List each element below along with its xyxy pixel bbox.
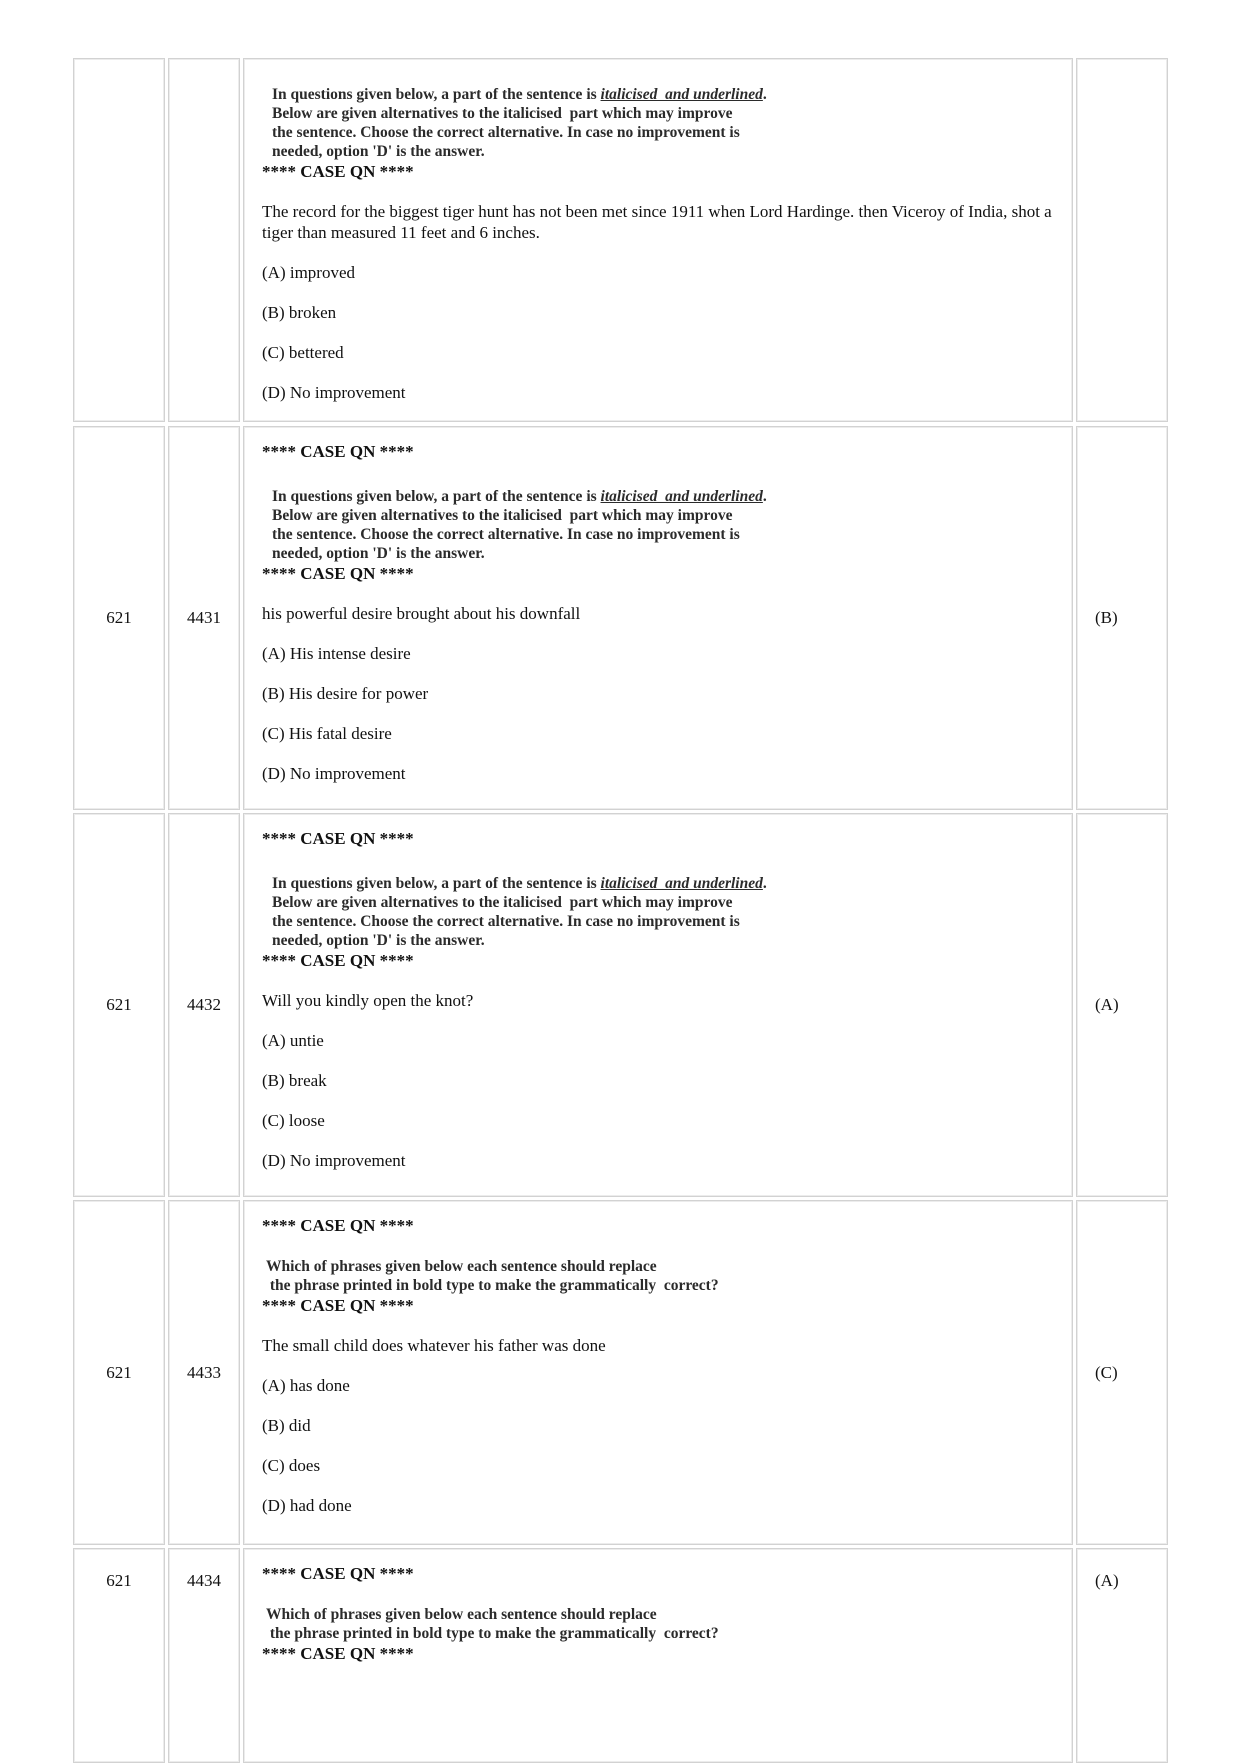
option-d: (D) No improvement [262,764,406,783]
option-a: (A) improved [262,263,356,282]
case-marker: **** CASE QN **** [262,442,414,461]
case-marker: **** CASE QN **** [262,1564,414,1583]
instruction-block: In questions given below, a part of the sentence is italicised and underlined. Below are given alternatives to the italicised part which may improve the sentence. Choose the correct alternative. In case no improvement is needed, option 'D' is the answer. [272,86,767,160]
row2-col2: 4432 [168,813,240,1197]
option-c: (C) His fatal desire [262,724,392,743]
case-marker: **** CASE QN **** [262,564,414,583]
row2-col1: 621 [73,813,165,1197]
row2-answer: (A) [1076,813,1168,1197]
row4-question-cell [243,1548,1073,1763]
option-a: (A) has done [262,1376,350,1395]
option-c: (C) loose [262,1111,325,1130]
row2-question-cell [243,813,1073,1197]
option-b: (B) broken [262,303,337,322]
case-marker: **** CASE QN **** [262,1296,414,1315]
row1-col2: 4431 [168,426,240,810]
row1-answer: (B) [1076,426,1168,810]
instruction-block: Which of phrases given below each sentence should replace the phrase printed in bold type to make the grammatically correct? [266,1606,719,1642]
row1-question-cell [243,426,1073,810]
question-text: The small child does whatever his father was done [262,1336,606,1355]
case-marker: **** CASE QN **** [262,829,414,848]
option-c: (C) bettered [262,343,344,362]
row0-answer [1076,58,1168,422]
row3-question-cell [243,1200,1073,1545]
row3-col1: 621 [73,1200,165,1545]
question-text: Will you kindly open the knot? [262,991,474,1010]
option-c: (C) does [262,1456,321,1475]
case-marker: **** CASE QN **** [262,1216,414,1235]
row1-col1: 621 [73,426,165,810]
option-b: (B) break [262,1071,327,1090]
case-marker: **** CASE QN **** [262,1644,414,1663]
option-a: (A) untie [262,1031,324,1050]
option-d: (D) No improvement [262,383,406,402]
row0-question-cell [243,58,1073,422]
option-a: (A) His intense desire [262,644,411,663]
instruction-block: Which of phrases given below each sentence should replace the phrase printed in bold type to make the grammatically correct? [266,1258,719,1294]
case-marker: **** CASE QN **** [262,951,414,970]
option-d: (D) No improvement [262,1151,406,1170]
row4-col2: 4434 [168,1548,240,1763]
instruction-block: In questions given below, a part of the sentence is italicised and underlined. Below are given alternatives to the italicised part which may improve the sentence. Choose the correct alternative. In case no improvement is needed, option 'D' is the answer. [272,488,767,562]
row3-answer: (C) [1076,1200,1168,1545]
row4-col1: 621 [73,1548,165,1763]
row0-col1 [73,58,165,422]
row3-col2: 4433 [168,1200,240,1545]
row4-answer: (A) [1076,1548,1168,1763]
option-b: (B) His desire for power [262,684,429,703]
case-marker: **** CASE QN **** [262,162,414,181]
instruction-block: In questions given below, a part of the sentence is italicised and underlined. Below are given alternatives to the italicised part which may improve the sentence. Choose the correct alternative. In case no improvement is needed, option 'D' is the answer. [272,875,767,949]
row0-col2 [168,58,240,422]
option-b: (B) did [262,1416,311,1435]
question-text: The record for the biggest tiger hunt has not been met since 1911 when Lord Hardinge. then Viceroy of India, shot a tiger than measured 11 feet and 6 inches. [262,202,1052,242]
option-d: (D) had done [262,1496,352,1515]
question-text: his powerful desire brought about his downfall [262,604,581,623]
